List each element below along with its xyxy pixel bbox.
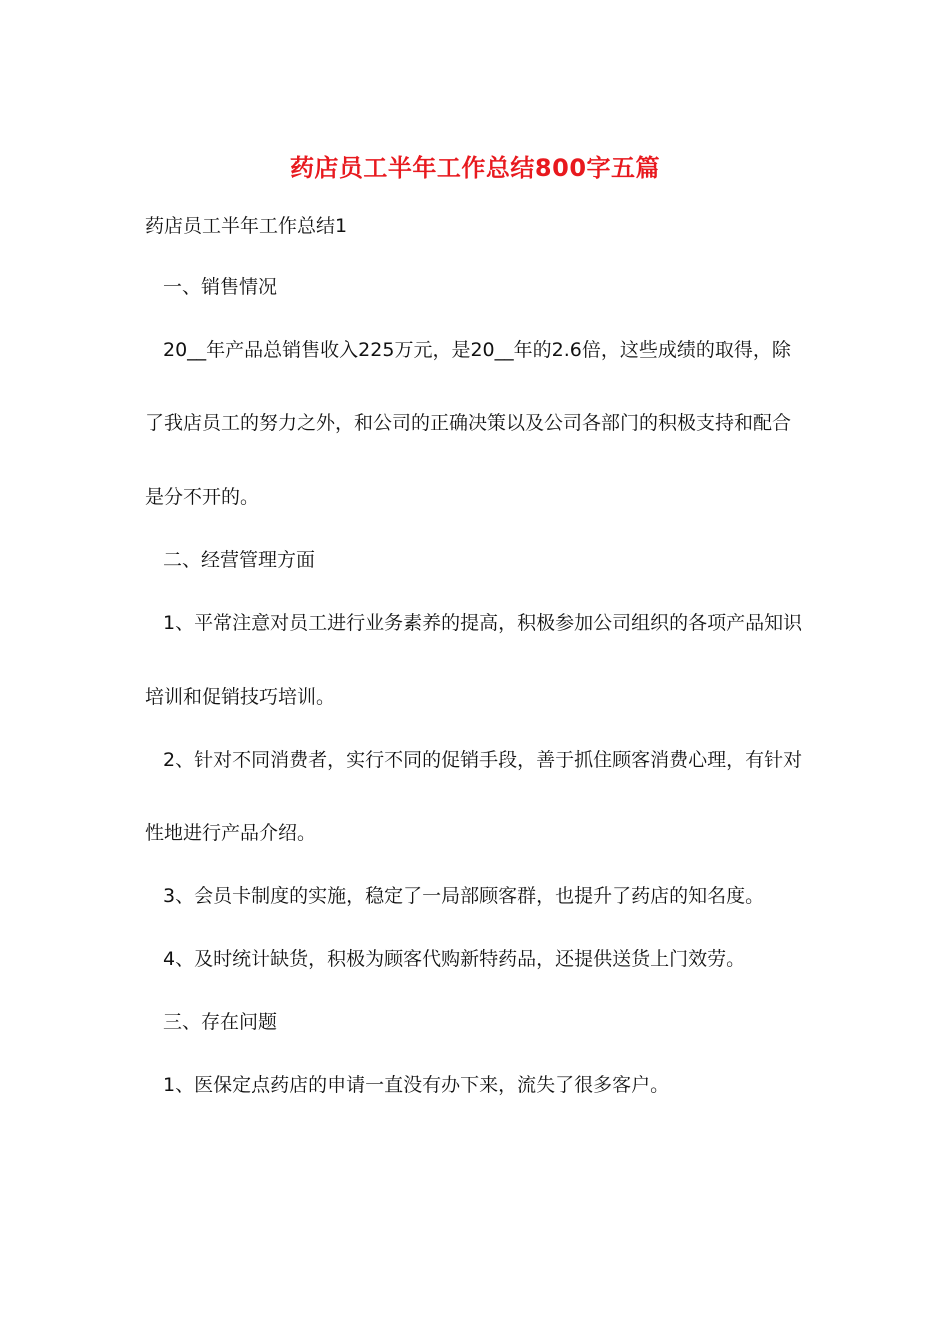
document-title: 药店员工半年工作总结800字五篇 xyxy=(289,154,661,182)
paragraph-line: 4、及时统计缺货，积极为顾客代购新特药品，还提供送货上门效劳。 xyxy=(163,948,746,970)
paragraph-line: 2、针对不同消费者，实行不同的促销手段，善于抓住顾客消费心理，有针对 xyxy=(163,749,803,771)
section-subtitle: 药店员工半年工作总结1 xyxy=(145,215,348,237)
paragraph-line: 1、平常注意对员工进行业务素养的提高，积极参加公司组织的各项产品知识 xyxy=(163,612,803,634)
paragraph-line: 是分不开的。 xyxy=(145,486,260,508)
heading-problems: 三、存在问题 xyxy=(163,1011,278,1033)
heading-sales: 一、销售情况 xyxy=(163,276,278,298)
heading-management: 二、经营管理方面 xyxy=(163,549,316,571)
paragraph-line: 了我店员工的努力之外，和公司的正确决策以及公司各部门的积极支持和配合 xyxy=(145,412,792,434)
paragraph-line: 培训和促销技巧培训。 xyxy=(145,686,336,708)
paragraph-line: 性地进行产品介绍。 xyxy=(145,822,317,844)
paragraph-line: 20__年产品总销售收入225万元，是20__年的2.6倍，这些成绩的取得，除 xyxy=(163,339,791,361)
paragraph-line: 3、会员卡制度的实施，稳定了一局部顾客群，也提升了药店的知名度。 xyxy=(163,885,765,907)
paragraph-line: 1、医保定点药店的申请一直没有办下来，流失了很多客户。 xyxy=(163,1074,670,1096)
